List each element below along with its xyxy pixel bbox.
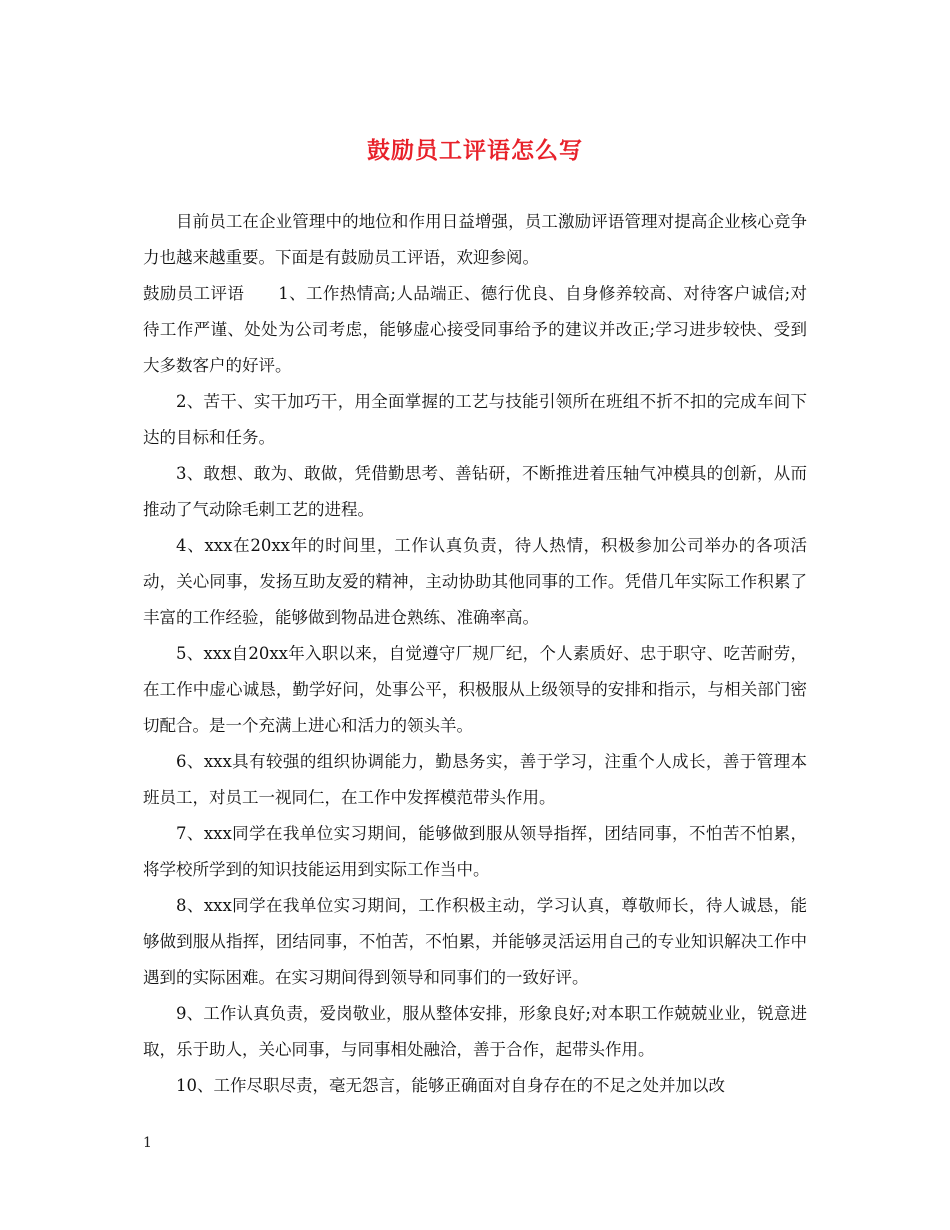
comment-item-1: 1、工作热情高;人品端正、德行优良、自身修养较高、对待客户诚信;对待工作严谨、处处为公司考虑，能够虚心接受同事给予的建议并改正;学习进步较快、受到大多数客户的好评。 [143,284,808,375]
comment-item-8: 8、xxx同学在我单位实习期间，工作积极主动，学习认真，尊敬师长，待人诚恳，能够做到服从指挥，团结同事，不怕苦，不怕累，并能够灵活运用自己的专业知识解决工作中遇到的实际困难。在实习期间得到领导和同事们的一致好评。 [143,896,807,987]
comment-item-1-paragraph [143,276,807,384]
comment-item-7: 7、xxx同学在我单位实习期间，能够做到服从领导指挥，团结同事，不怕苦不怕累，将学校所学到的知识技能运用到实际工作当中。 [143,824,807,879]
document-title: 鼓励员工评语怎么写 [367,137,583,164]
comment-item-10: 10、工作尽职尽责，毫无怨言，能够正确面对自身存在的不足之处并加以改 [176,1076,725,1095]
comment-item-4: 4、xxx在20xx年的时间里，工作认真负责，待人热情，积极参加公司举办的各项活动，关心同事，发扬互助友爱的精神，主动协助其他同事的工作。凭借几年实际工作积累了丰富的工作经验，能够做到物品进仓熟练、准确率高。 [143,536,807,627]
comment-item-3: 3、敢想、敢为、敢做，凭借勤思考、善钻研，不断推进着压轴气冲模具的创新，从而推动了气动除毛刺工艺的进程。 [143,464,807,519]
comment-item-6: 6、xxx具有较强的组织协调能力，勤恳务实，善于学习，注重个人成长，善于管理本班员工，对员工一视同仁，在工作中发挥模范带头作用。 [143,752,807,807]
comment-item-9: 9、工作认真负责，爱岗敬业，服从整体安排，形象良好;对本职工作兢兢业业，锐意进取，乐于助人，关心同事，与同事相处融洽，善于合作，起带头作用。 [143,1004,807,1059]
document-body [143,204,807,1104]
comment-item-5: 5、xxx自20xx年入职以来，自觉遵守厂规厂纪，个人素质好、忠于职守、吃苦耐劳，在工作中虚心诚恳，勤学好问，处事公平，积极服从上级领导的安排和指示，与相关部门密切配合。是一个充满上进心和活力的领头羊。 [143,644,807,735]
intro-paragraph: 目前员工在企业管理中的地位和作用日益增强，员工激励评语管理对提高企业核心竞争力也越来越重要。下面是有鼓励员工评语，欢迎参阅。 [143,212,807,267]
section-label: 鼓励员工评语 [143,284,245,303]
page-number: 1 [143,1135,152,1151]
comment-item-2: 2、苦干、实干加巧干，用全面掌握的工艺与技能引领所在班组不折不扣的完成车间下达的目标和任务。 [143,392,807,447]
